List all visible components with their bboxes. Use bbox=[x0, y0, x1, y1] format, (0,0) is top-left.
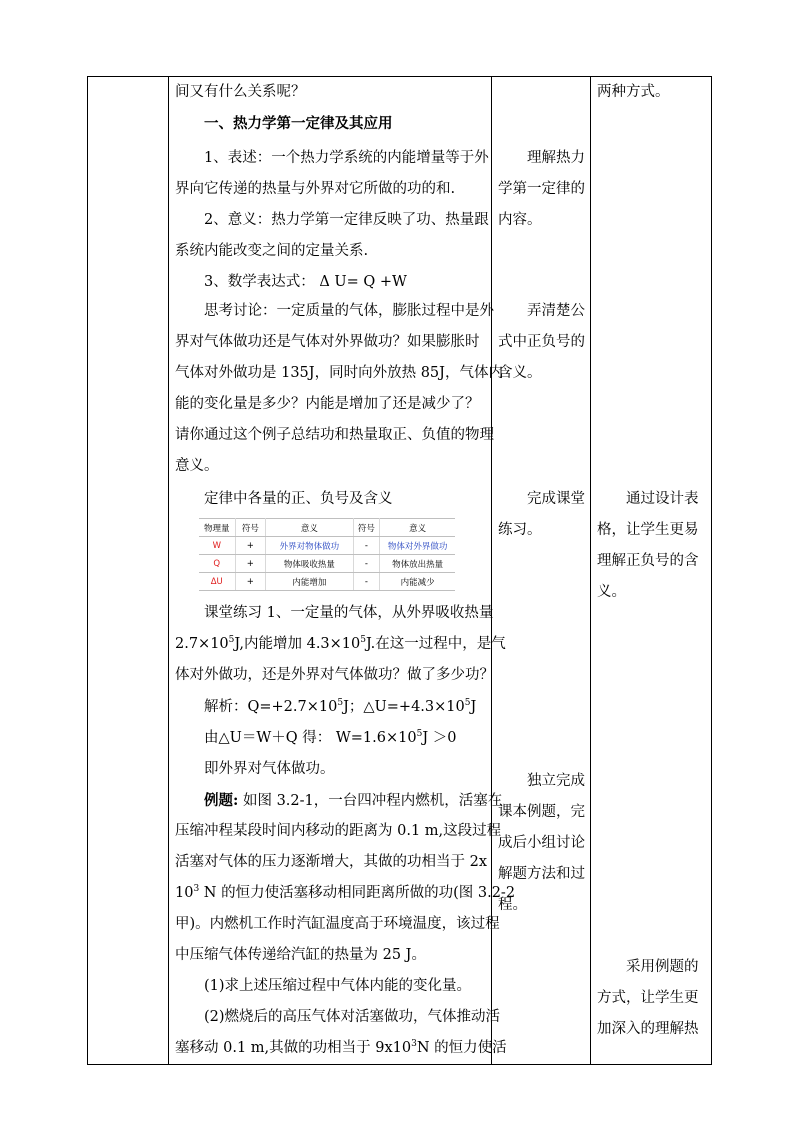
text-line: 界向它传递的热量与外界对它所做的功的和. bbox=[175, 181, 456, 197]
exercise-line: 体对外做功，还是外界对气体做功？做了多少功？ bbox=[175, 667, 494, 683]
student-activity-column bbox=[492, 77, 591, 1065]
text-line: 思考讨论：一定质量的气体，膨胀过程中是外 bbox=[204, 303, 494, 319]
activity-note: 完成课堂 bbox=[527, 491, 585, 507]
example-line: 例题: 如图 3.2-1，一台四冲程内燃机，活塞在 bbox=[204, 792, 503, 809]
activity-note: 含义。 bbox=[498, 365, 542, 381]
meaning-cell: 物体对外界做功 bbox=[380, 537, 455, 555]
header-cell: 意义 bbox=[266, 519, 353, 537]
mini-table-row bbox=[199, 573, 455, 591]
text-line: 界对气体做功还是气体对外界做功？如果膨胀时 bbox=[175, 334, 480, 350]
text-line: 气体对外做功是 135J，同时向外放热 85J，气体内 bbox=[175, 365, 503, 381]
activity-note: 弄清楚公 bbox=[527, 303, 585, 319]
sign-cell: - bbox=[353, 555, 380, 573]
design-intent-column bbox=[591, 77, 712, 1065]
header-cell: 符号 bbox=[235, 519, 266, 537]
intent-note: 方式，让学生更 bbox=[597, 990, 699, 1006]
mini-table-header bbox=[199, 519, 455, 537]
example-line: 中压缩气体传递给汽缸的热量为 25 J。 bbox=[175, 947, 426, 963]
activity-note: 理解热力 bbox=[527, 150, 585, 166]
intent-note: 通过设计表 bbox=[626, 491, 699, 507]
quantity-cell: ΔU bbox=[199, 573, 235, 591]
intent-note: 采用例题的 bbox=[626, 959, 699, 975]
meaning-cell: 内能增加 bbox=[266, 573, 353, 591]
text-line: 能的变化量是多少？内能是增加了还是减少了？ bbox=[175, 396, 480, 412]
activity-note: 程。 bbox=[498, 897, 527, 913]
mini-table-row bbox=[199, 537, 455, 555]
text-line: 间又有什么关系呢？ bbox=[175, 84, 306, 100]
header-cell: 符号 bbox=[353, 519, 380, 537]
sign-cell: + bbox=[235, 573, 266, 591]
activity-note: 式中正负号的 bbox=[498, 334, 585, 350]
sign-meaning-table bbox=[199, 518, 455, 591]
intent-note: 加深入的理解热 bbox=[597, 1021, 699, 1037]
question-line: (1)求上述压缩过程中气体内能的变化量。 bbox=[204, 978, 472, 994]
meaning-cell: 内能减少 bbox=[380, 573, 455, 591]
activity-note: 独立完成 bbox=[527, 773, 585, 789]
formula-line: 3、数学表达式： Δ U= Q +W bbox=[204, 274, 407, 290]
solution-line: 由△U＝W＋Q 得： $W=1.6\times 10^5J >0$ bbox=[204, 729, 457, 746]
header-cell: 意义 bbox=[380, 519, 455, 537]
text-line: 请你通过这个例子总结功和热量取正、负值的物理 bbox=[175, 427, 494, 443]
text-line: 定律中各量的正、负号及含义 bbox=[204, 491, 393, 507]
question-line: (2)燃烧后的高压气体对活塞做功，气体推动活 bbox=[204, 1009, 501, 1025]
blank-column bbox=[88, 77, 169, 1065]
activity-note: 成后小组讨论 bbox=[498, 835, 585, 851]
lesson-table bbox=[87, 76, 712, 1065]
solution-line: 即外界对气体做功。 bbox=[204, 761, 335, 777]
activity-note: 课本例题，完 bbox=[498, 804, 585, 820]
sign-cell: + bbox=[235, 537, 266, 555]
text-line: 1、表述：一个热力学系统的内能增量等于外 bbox=[204, 150, 489, 166]
question-line: 塞移动 0.1 m,其做的功相当于 $9x10^3N$ 的恒力使活 bbox=[175, 1039, 507, 1056]
text-line: 系统内能改变之间的定量关系. bbox=[175, 243, 369, 259]
text-line: 意义。 bbox=[175, 458, 219, 474]
content-column bbox=[169, 77, 516, 1065]
activity-note: 练习。 bbox=[498, 522, 542, 538]
example-line: $10^3$ N 的恒力使活塞移动相同距离所做的功(图 3.2-2 bbox=[175, 884, 516, 901]
exercise-line: $2.7\times 10^5J$,内能增加 $4.3\times 10^5J$.在这一过程中，是气 bbox=[175, 635, 506, 652]
exercise-line: 课堂练习 1、一定量的气体，从外界吸收热量 bbox=[204, 605, 494, 621]
section-heading: 一、热力学第一定律及其应用 bbox=[204, 115, 393, 132]
activity-note: 内容。 bbox=[498, 212, 542, 228]
example-line: 甲)。内燃机工作时汽缸温度高于环境温度，该过程 bbox=[175, 916, 500, 932]
example-line: 压缩冲程某段时间内移动的距离为 0.1 m,这段过程 bbox=[175, 823, 502, 839]
solution-line: 解析：$Q=+2.7\times 10^5J$；$\triangle U=+4.3\times 10^5J$ bbox=[204, 698, 477, 715]
meaning-cell: 物体吸收热量 bbox=[266, 555, 353, 573]
example-line: 活塞对气体的压力逐渐增大，其做的功相当于 2x bbox=[175, 854, 488, 870]
text-line: 2、意义：热力学第一定律反映了功、热量跟 bbox=[204, 212, 489, 228]
intent-note: 两种方式。 bbox=[597, 84, 670, 100]
sign-cell: - bbox=[353, 573, 380, 591]
intent-note: 格，让学生更易 bbox=[597, 522, 699, 538]
intent-note: 义。 bbox=[597, 584, 626, 600]
sign-cell: + bbox=[235, 555, 266, 573]
sign-cell: - bbox=[353, 537, 380, 555]
quantity-cell: Q bbox=[199, 555, 235, 573]
activity-note: 解题方法和过 bbox=[498, 866, 585, 882]
quantity-cell: W bbox=[199, 537, 235, 555]
header-cell: 物理量 bbox=[199, 519, 235, 537]
intent-note: 理解正负号的含 bbox=[597, 553, 699, 569]
activity-note: 学第一定律的 bbox=[498, 181, 585, 197]
meaning-cell: 物体放出热量 bbox=[380, 555, 455, 573]
meaning-cell: 外界对物体做功 bbox=[266, 537, 353, 555]
mini-table-row bbox=[199, 555, 455, 573]
